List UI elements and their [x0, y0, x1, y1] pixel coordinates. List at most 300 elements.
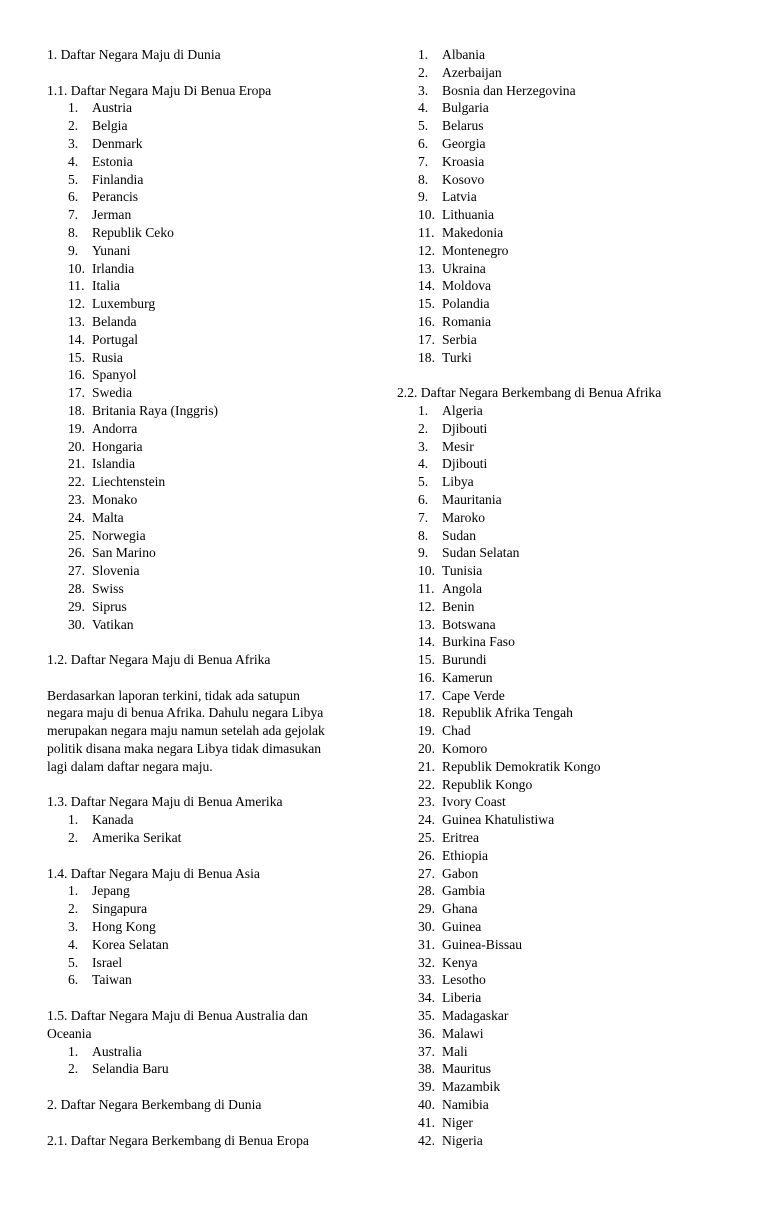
list-item-text: Mauritania: [442, 491, 502, 507]
list-item-text: Yunani: [92, 242, 131, 258]
paragraph-line: negara maju di benua Afrika. Dahulu negara Libya: [47, 705, 324, 721]
left-column: [47, 46, 377, 1149]
list-item: [47, 224, 377, 242]
list-item-number: 13.: [68, 313, 85, 329]
section-heading-afrika-maju: 1.2. Daftar Negara Maju di Benua Afrika: [47, 652, 271, 668]
list-item-number: 24.: [418, 812, 435, 828]
list-item: [47, 117, 377, 135]
list-item-number: 29.: [418, 901, 435, 917]
list-item-number: 6.: [418, 135, 429, 151]
list-item: [397, 1132, 757, 1150]
list-item-text: Taiwan: [92, 972, 132, 988]
list-item-text: Spanyol: [92, 367, 137, 383]
list-item: [397, 153, 757, 171]
list-australia: [47, 1043, 377, 1079]
list-item-text: Serbia: [442, 331, 477, 347]
section-heading-asia: 1.4. Daftar Negara Maju di Benua Asia: [47, 865, 260, 881]
list-item-text: Lithuania: [442, 207, 495, 223]
list-item-text: Namibia: [442, 1097, 489, 1113]
list-item-number: 20.: [68, 438, 85, 454]
list-item: [47, 135, 377, 153]
list-item-text: Ivory Coast: [442, 794, 506, 810]
list-item-text: Austria: [92, 100, 133, 116]
list-item-text: Norwegia: [92, 527, 146, 543]
list-item-text: Republik Ceko: [92, 224, 174, 240]
list-item: [397, 704, 757, 722]
list-item-number: 38.: [418, 1061, 435, 1077]
list-item-number: 20.: [418, 741, 435, 757]
list-item-number: 1.: [68, 100, 79, 116]
list-item-text: Republik Kongo: [442, 776, 533, 792]
list-item-number: 30.: [418, 919, 435, 935]
list-item-text: Gambia: [442, 883, 486, 899]
paragraph-afrika: [47, 687, 377, 776]
list-item: [397, 811, 757, 829]
list-item-number: 17.: [418, 687, 435, 703]
list-item-number: 7.: [418, 509, 429, 525]
list-item: [397, 313, 757, 331]
list-item: [397, 740, 757, 758]
list-item-text: Italia: [92, 278, 120, 294]
list-item: [397, 295, 757, 313]
list-item-number: 4.: [418, 100, 429, 116]
list-item-number: 18.: [68, 402, 85, 418]
list-item-number: 5.: [68, 171, 79, 187]
list-item: [397, 669, 757, 687]
list-item: [397, 171, 757, 189]
list-item: [47, 616, 377, 634]
list-item: [397, 793, 757, 811]
list-item-number: 2.: [68, 830, 79, 846]
list-item-number: 2.: [68, 901, 79, 917]
list-item-number: 12.: [418, 598, 435, 614]
list-item-text: Bosnia dan Herzegovina: [442, 82, 576, 98]
list-item-text: Komoro: [442, 741, 488, 757]
paragraph-line: lagi dalam daftar negara maju.: [47, 758, 213, 774]
list-item-number: 6.: [418, 491, 429, 507]
list-item: [397, 277, 757, 295]
list-item-text: Djibouti: [442, 420, 488, 436]
list-item-text: Rusia: [92, 349, 123, 365]
list-item-text: Botswana: [442, 616, 496, 632]
list-item: [397, 135, 757, 153]
list-item-text: Kosovo: [442, 171, 485, 187]
list-item: [397, 936, 757, 954]
list-item: [47, 900, 377, 918]
list-item: [47, 206, 377, 224]
list-item-number: 3.: [68, 919, 79, 935]
right-column: [397, 46, 757, 1149]
section-heading-eropa-berkembang: 2.1. Daftar Negara Berkembang di Benua Eropa: [47, 1132, 309, 1148]
list-item-number: 3.: [418, 82, 429, 98]
list-item: [47, 882, 377, 900]
list-item-number: 18.: [418, 705, 435, 721]
list-item: [397, 420, 757, 438]
list-item: [47, 295, 377, 313]
list-item-number: 14.: [418, 278, 435, 294]
list-item: [397, 1114, 757, 1132]
list-item-text: Belgia: [92, 118, 128, 134]
list-item: [397, 598, 757, 616]
list-afrika-berkembang: [397, 402, 757, 1149]
list-item-text: Liberia: [442, 990, 482, 1006]
list-item-number: 19.: [68, 420, 85, 436]
list-item-text: Algeria: [442, 402, 483, 418]
list-item-text: Libya: [442, 474, 474, 490]
list-item-number: 11.: [68, 278, 85, 294]
list-item: [397, 847, 757, 865]
list-item-text: Albania: [442, 47, 486, 62]
list-eropa-berkembang: [397, 46, 757, 366]
list-item-number: 39.: [418, 1079, 435, 1095]
list-item-number: 10.: [68, 260, 85, 276]
list-item: [397, 206, 757, 224]
list-item-text: Turki: [442, 349, 472, 365]
list-item-text: Eritrea: [442, 830, 479, 846]
list-item-number: 13.: [418, 616, 435, 632]
section-heading-australia: 1.5. Daftar Negara Maju di Benua Australia dan: [47, 1008, 308, 1024]
list-item-number: 1.: [418, 402, 429, 418]
list-item: [397, 1060, 757, 1078]
list-item-text: Mali: [442, 1043, 468, 1059]
list-item: [397, 829, 757, 847]
list-item-number: 19.: [418, 723, 435, 739]
list-item-number: 9.: [418, 545, 429, 561]
list-item-text: Swiss: [92, 580, 124, 596]
list-item-number: 16.: [418, 313, 435, 329]
list-item: [47, 509, 377, 527]
section-heading-eropa-maju: 1.1. Daftar Negara Maju Di Benua Eropa: [47, 82, 272, 98]
list-item: [47, 527, 377, 545]
list-item-number: 1.: [68, 812, 79, 828]
list-item: [397, 687, 757, 705]
list-item-number: 32.: [418, 954, 435, 970]
list-item-text: Republik Afrika Tengah: [442, 705, 573, 721]
list-item: [47, 936, 377, 954]
list-item: [397, 455, 757, 473]
list-item-text: Kamerun: [442, 669, 493, 685]
list-item: [397, 758, 757, 776]
list-item: [397, 971, 757, 989]
list-item-text: Cape Verde: [442, 687, 505, 703]
list-item-number: 29.: [68, 598, 85, 614]
paragraph-line: Berdasarkan laporan terkini, tidak ada satupun: [47, 687, 300, 703]
list-item: [397, 562, 757, 580]
list-item: [397, 491, 757, 509]
list-item-text: Mazambik: [442, 1079, 501, 1095]
list-item-number: 24.: [68, 509, 85, 525]
list-item-text: Ghana: [442, 901, 478, 917]
list-item: [397, 188, 757, 206]
list-item-number: 5.: [418, 118, 429, 134]
list-item: [47, 491, 377, 509]
list-item: [47, 331, 377, 349]
list-item-text: Angola: [442, 580, 483, 596]
list-item-number: 22.: [418, 776, 435, 792]
list-item: [397, 633, 757, 651]
list-item: [397, 1078, 757, 1096]
list-item: [397, 882, 757, 900]
list-item-text: Hongaria: [92, 438, 143, 454]
list-item-number: 15.: [418, 652, 435, 668]
list-item: [47, 349, 377, 367]
list-item-text: Romania: [442, 313, 492, 329]
section-heading-australia-cont: Oceania: [47, 1025, 92, 1041]
list-item: [397, 989, 757, 1007]
list-item-number: 36.: [418, 1025, 435, 1041]
list-item: [397, 865, 757, 883]
list-item-number: 16.: [418, 669, 435, 685]
list-item-text: San Marino: [92, 545, 156, 561]
list-item-text: Sudan: [442, 527, 476, 543]
list-item: [397, 509, 757, 527]
list-item-text: Luxemburg: [92, 296, 156, 312]
list-item-number: 12.: [68, 296, 85, 312]
list-item-text: Bulgaria: [442, 100, 489, 116]
list-item-text: Amerika Serikat: [92, 830, 182, 846]
list-item-text: Nigeria: [442, 1132, 483, 1148]
list-item-number: 4.: [418, 456, 429, 472]
list-item-number: 28.: [418, 883, 435, 899]
list-item-number: 1.: [418, 47, 429, 62]
list-item-number: 21.: [418, 758, 435, 774]
list-item: [397, 242, 757, 260]
list-item-number: 11.: [418, 224, 435, 240]
list-item-number: 31.: [418, 936, 435, 952]
list-item-number: 28.: [68, 580, 85, 596]
list-item-text: Finlandia: [92, 171, 144, 187]
list-item-text: Israel: [92, 954, 123, 970]
list-item-text: Benin: [442, 598, 475, 614]
list-item-text: Jerman: [92, 207, 132, 223]
paragraph-line: politik disana maka negara Libya tidak dimasukan: [47, 741, 322, 757]
list-item-number: 1.: [68, 883, 79, 899]
list-item-text: Lesotho: [442, 972, 486, 988]
list-item-text: Malawi: [442, 1025, 484, 1041]
list-item-number: 4.: [68, 936, 79, 952]
list-asia: [47, 882, 377, 989]
list-item: [397, 544, 757, 562]
list-item-number: 12.: [418, 242, 435, 258]
list-item-number: 42.: [418, 1132, 435, 1148]
list-item-text: Burkina Faso: [442, 634, 515, 650]
list-item-text: Djibouti: [442, 456, 488, 472]
list-item-text: Niger: [442, 1114, 473, 1130]
list-item-text: Kenya: [442, 954, 478, 970]
list-item: [47, 366, 377, 384]
list-item-text: Mauritus: [442, 1061, 492, 1077]
list-item-text: Perancis: [92, 189, 139, 205]
list-item-text: Hong Kong: [92, 919, 156, 935]
list-item: [397, 260, 757, 278]
list-item: [47, 99, 377, 117]
list-item-text: Georgia: [442, 135, 486, 151]
list-item-number: 2.: [68, 1061, 79, 1077]
list-item: [397, 580, 757, 598]
list-item-number: 10.: [418, 207, 435, 223]
list-item-text: Belarus: [442, 118, 484, 134]
list-item-number: 17.: [68, 385, 85, 401]
list-item-text: Islandia: [92, 456, 136, 472]
list-item-text: Guinea-Bissau: [442, 936, 523, 952]
section-heading-afrika-berkembang: 2.2. Daftar Negara Berkembang di Benua Afrika: [397, 385, 662, 401]
list-item: [397, 527, 757, 545]
list-item: [397, 82, 757, 100]
list-item-text: Mesir: [442, 438, 474, 454]
list-item: [397, 473, 757, 491]
list-amerika: [47, 811, 377, 847]
list-item-text: Maroko: [442, 509, 486, 525]
list-item-number: 40.: [418, 1097, 435, 1113]
list-item-text: Jepang: [92, 883, 130, 899]
list-item-number: 5.: [418, 474, 429, 490]
list-item-number: 9.: [68, 242, 79, 258]
list-item: [397, 900, 757, 918]
list-item-number: 27.: [418, 865, 435, 881]
list-item-text: Guinea: [442, 919, 482, 935]
list-item-number: 4.: [68, 153, 79, 169]
section-title-berkembang: 2. Daftar Negara Berkembang di Dunia: [47, 1097, 262, 1113]
list-item-text: Irlandia: [92, 260, 135, 276]
page-title: 1. Daftar Negara Maju di Dunia: [47, 47, 221, 62]
list-item-number: 26.: [418, 847, 435, 863]
list-item: [397, 349, 757, 367]
list-item-text: Andorra: [92, 420, 138, 436]
list-item-number: 3.: [68, 135, 79, 151]
list-item-number: 34.: [418, 990, 435, 1006]
list-item: [47, 455, 377, 473]
list-item-text: Belanda: [92, 313, 137, 329]
list-item-text: Moldova: [442, 278, 492, 294]
list-item-number: 2.: [418, 420, 429, 436]
list-item: [47, 562, 377, 580]
list-item-number: 3.: [418, 438, 429, 454]
list-item: [47, 260, 377, 278]
list-item: [47, 242, 377, 260]
list-item-number: 15.: [68, 349, 85, 365]
list-item-number: 35.: [418, 1008, 435, 1024]
list-item-number: 18.: [418, 349, 435, 365]
list-item: [397, 918, 757, 936]
list-item-number: 33.: [418, 972, 435, 988]
list-item: [47, 473, 377, 491]
list-item-text: Polandia: [442, 296, 490, 312]
list-item: [47, 954, 377, 972]
list-item-text: Madagaskar: [442, 1008, 509, 1024]
list-item: [397, 99, 757, 117]
list-item-text: Sudan Selatan: [442, 545, 520, 561]
list-item: [47, 1043, 377, 1061]
list-item: [397, 776, 757, 794]
list-item-number: 30.: [68, 616, 85, 632]
section-heading-amerika: 1.3. Daftar Negara Maju di Benua Amerika: [47, 794, 283, 810]
list-item-text: Ukraina: [442, 260, 486, 276]
list-item-text: Gabon: [442, 865, 479, 881]
list-item-number: 23.: [418, 794, 435, 810]
list-item-text: Vatikan: [92, 616, 134, 632]
list-item-number: 25.: [418, 830, 435, 846]
list-item-text: Republik Demokratik Kongo: [442, 758, 601, 774]
list-item-text: Monako: [92, 491, 138, 507]
list-item-text: Guinea Khatulistiwa: [442, 812, 555, 828]
list-item-number: 13.: [418, 260, 435, 276]
list-item-number: 6.: [68, 189, 79, 205]
list-item-number: 7.: [418, 153, 429, 169]
list-item: [47, 811, 377, 829]
list-item-text: Latvia: [442, 189, 477, 205]
list-item-text: Kanada: [92, 812, 134, 828]
list-item-number: 7.: [68, 207, 79, 223]
list-item-number: 9.: [418, 189, 429, 205]
list-item-text: Burundi: [442, 652, 487, 668]
list-item-number: 14.: [68, 331, 85, 347]
list-item: [397, 722, 757, 740]
list-item: [47, 829, 377, 847]
list-item: [397, 224, 757, 242]
list-item-number: 37.: [418, 1043, 435, 1059]
list-item: [47, 153, 377, 171]
list-item-text: Makedonia: [442, 224, 504, 240]
list-item-number: 21.: [68, 456, 85, 472]
list-item-number: 5.: [68, 954, 79, 970]
list-item: [397, 1007, 757, 1025]
list-item-text: Estonia: [92, 153, 133, 169]
list-item-number: 26.: [68, 545, 85, 561]
list-item: [47, 402, 377, 420]
list-item: [47, 438, 377, 456]
list-item-text: Selandia Baru: [92, 1061, 169, 1077]
list-item-number: 16.: [68, 367, 85, 383]
list-item-text: Ethiopia: [442, 847, 489, 863]
list-item: [397, 1043, 757, 1061]
list-item-number: 41.: [418, 1114, 435, 1130]
list-item: [397, 438, 757, 456]
list-item: [47, 277, 377, 295]
list-item: [397, 331, 757, 349]
list-item: [47, 171, 377, 189]
list-item-number: 23.: [68, 491, 85, 507]
list-item-number: 2.: [68, 118, 79, 134]
list-item-text: Siprus: [92, 598, 127, 614]
list-item-text: Chad: [442, 723, 471, 739]
list-item: [397, 402, 757, 420]
list-eropa-maju: [47, 99, 377, 633]
list-item-text: Swedia: [92, 385, 133, 401]
list-item-text: Korea Selatan: [92, 936, 169, 952]
list-item-text: Tunisia: [442, 563, 483, 579]
list-item-number: 14.: [418, 634, 435, 650]
list-item: [47, 544, 377, 562]
list-item: [397, 1025, 757, 1043]
list-item: [397, 954, 757, 972]
list-item-number: 11.: [418, 580, 435, 596]
paragraph-line: merupakan negara maju namun setelah ada gejolak: [47, 723, 325, 739]
list-item: [47, 598, 377, 616]
list-item: [397, 46, 757, 64]
list-item: [47, 313, 377, 331]
list-item-number: 8.: [418, 171, 429, 187]
list-item-number: 8.: [68, 224, 79, 240]
list-item-text: Britania Raya (Inggris): [92, 402, 219, 418]
list-item-text: Azerbaijan: [442, 64, 502, 80]
list-item-number: 22.: [68, 474, 85, 490]
list-item-number: 17.: [418, 331, 435, 347]
list-item: [397, 1096, 757, 1114]
list-item-number: 10.: [418, 563, 435, 579]
list-item: [47, 384, 377, 402]
list-item: [47, 1060, 377, 1078]
list-item: [47, 420, 377, 438]
